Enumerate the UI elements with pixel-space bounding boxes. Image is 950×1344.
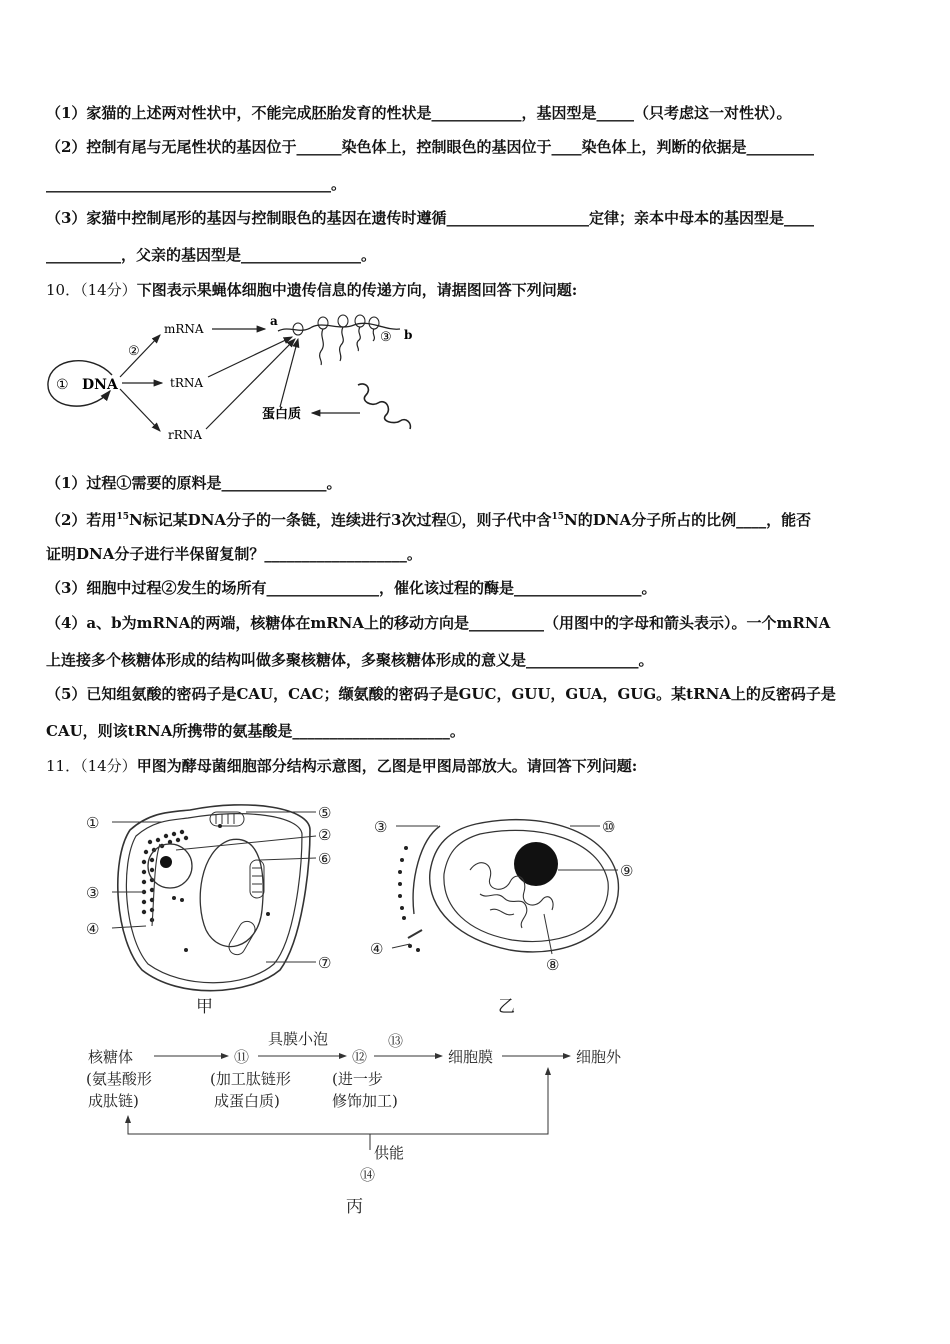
vesicle — [408, 930, 422, 938]
q9-part1: （1）家猫的上述两对性状中，不能完成胚胎发育的性状是____________，基因型是_____（只考虑这一对性状）。 — [46, 104, 792, 122]
q11-header — [46, 756, 637, 776]
q11-number: 11．（14分） — [46, 757, 137, 775]
q10-part2-cont: 证明DNA分子进行半保留复制？___________________。 — [46, 545, 422, 563]
q11-stem: 甲图为酵母菌细胞部分结构示意图，乙图是甲图局部放大。请回答下列问题: — [136, 757, 638, 775]
nucleolus — [160, 856, 172, 868]
ribosome-note-1: (氨基酸形 — [86, 1070, 152, 1088]
q9-part3-cont: __________，父亲的基因型是________________。 — [46, 246, 377, 264]
leader-line — [544, 914, 552, 954]
process2-label: ② — [128, 344, 140, 359]
q10-gene-expression-diagram — [40, 305, 430, 450]
q10-part3: （3）细胞中过程②发生的场所有_______________，催化该过程的酶是_________________。 — [46, 579, 657, 597]
ribosome — [369, 317, 379, 329]
label-14: ⑭ — [360, 1166, 376, 1184]
q11-yeast-cell-diagram — [70, 790, 670, 1220]
label-6: ⑥ — [318, 850, 332, 868]
isotope-superscript: 15 — [116, 512, 129, 522]
label-4: ④ — [86, 920, 100, 938]
dna-to-rrna-arrow — [120, 389, 160, 431]
leader-line — [260, 858, 316, 860]
protein-coil — [358, 384, 410, 429]
rough-er-ribosomes — [142, 830, 188, 922]
energy-supply-line — [128, 1116, 370, 1150]
leader-line — [112, 926, 146, 928]
label-8: ⑧ — [546, 956, 560, 974]
trna-to-ribosome-arrow — [208, 337, 292, 377]
label-3: ③ — [86, 884, 100, 902]
q10-number: 10．（14分） — [46, 281, 137, 299]
step11-note-1: (加工肽链形 — [210, 1070, 291, 1088]
q10-part2 — [46, 507, 811, 530]
q10-part5: （5）已知组氨酸的密码子是CAU，CAC；缬氨酸的密码子是GUC，GUU，GUA，GUG。某tRNA上的反密码子是 — [46, 685, 836, 703]
rough-er-membrane — [413, 826, 440, 914]
step12-note-2: 修饰加工) — [332, 1092, 398, 1110]
end-a-label: a — [270, 314, 278, 328]
mitochondrion — [226, 918, 258, 957]
nuclear-envelope-outer — [430, 820, 619, 952]
polypeptide-chain — [373, 329, 374, 341]
label-10: ⑩ — [602, 818, 616, 836]
q10-part5-cont: CAU，则该tRNA所携带的氨基酸是_____________________。 — [46, 722, 465, 740]
q10-part2-b: N标记某DNA分子的一条链，连续进行3次过程①，则子代中含 — [128, 511, 552, 529]
dna-to-mrna-arrow — [120, 335, 160, 377]
label-7: ⑦ — [318, 954, 332, 972]
q10-part4-cont: 上连接多个核糖体形成的结构叫做多聚核糖体，多聚核糖体形成的意义是_______________。 — [46, 651, 654, 669]
ribosome — [293, 323, 303, 335]
q10-part1: （1）过程①需要的原料是______________。 — [46, 474, 342, 492]
ribosome — [338, 315, 348, 327]
q10-part2-c: N的DNA分子所占的比例____，能否 — [564, 511, 812, 529]
er-ribosomes — [398, 846, 408, 920]
label-5: ⑤ — [318, 804, 332, 822]
isotope-superscript: 15 — [551, 512, 565, 522]
label-bing: 丙 — [346, 1197, 363, 1217]
mrna-label: mRNA — [164, 322, 204, 336]
label-jia: 甲 — [196, 997, 213, 1017]
q9-part3: （3）家猫中控制尾形的基因与控制眼色的基因在遗传时遵循___________________定律；亲本中母本的基因型是____ — [46, 209, 814, 227]
protein-label: 蛋白质 — [262, 407, 302, 422]
label-11: ⑪ — [234, 1048, 250, 1066]
vesicle-label: 具膜小泡 — [268, 1030, 329, 1048]
cell-membrane-label: 细胞膜 — [448, 1048, 494, 1066]
polypeptide-chain — [357, 327, 360, 351]
polypeptide-chain — [340, 327, 344, 361]
ribosome-note-2: 成肽链) — [88, 1092, 139, 1110]
end-b-label: b — [404, 328, 413, 342]
label-3b: ③ — [374, 818, 388, 836]
process3-label: ③ — [380, 330, 392, 345]
leader-line — [176, 836, 316, 850]
free-ribosomes — [172, 824, 270, 952]
step11-note-2: 成蛋白质) — [214, 1092, 280, 1110]
dna-label: DNA — [82, 377, 118, 393]
label-12: ⑫ — [352, 1048, 368, 1066]
q10-part2-a: （2）若用 — [46, 511, 117, 529]
q10-header — [46, 280, 577, 300]
protein-to-ribosome-arrow — [280, 339, 298, 407]
ribosome — [318, 317, 328, 329]
trna-label: tRNA — [170, 376, 204, 390]
leader-line — [392, 944, 410, 948]
process1-label: ① — [56, 377, 69, 393]
label-9: ⑨ — [620, 862, 634, 880]
label-1: ① — [86, 814, 100, 832]
label-4b: ④ — [370, 940, 384, 958]
ribosome-label: 核糖体 — [88, 1048, 134, 1066]
label-yi: 乙 — [498, 997, 515, 1017]
q10-part4: （4）a、b为mRNA的两端，核糖体在mRNA上的移动方向是__________（用图中的字母和箭头表示）。一个mRNA — [46, 614, 831, 632]
rrna-label: rRNA — [168, 428, 202, 442]
nucleolus — [514, 842, 558, 886]
mitochondrion — [250, 860, 264, 898]
step12-note-1: (进一步 — [332, 1070, 383, 1088]
ribosome — [355, 315, 365, 327]
polypeptide-chain — [320, 329, 324, 365]
energy-label: 供能 — [374, 1144, 405, 1162]
outside-label: 细胞外 — [576, 1048, 622, 1066]
q10-stem: 下图表示果蝇体细胞中遗传信息的传递方向，请据图回答下列问题: — [136, 281, 578, 299]
label-2: ② — [318, 826, 332, 844]
q9-part2-cont: ______________________________________。 — [46, 175, 347, 193]
label-13: ⑬ — [388, 1032, 404, 1050]
vacuole — [200, 839, 263, 946]
q9-part2: （2）控制有尾与无尾性状的基因位于______染色体上，控制眼色的基因位于____染色体上，判断的依据是_________ — [46, 138, 814, 156]
